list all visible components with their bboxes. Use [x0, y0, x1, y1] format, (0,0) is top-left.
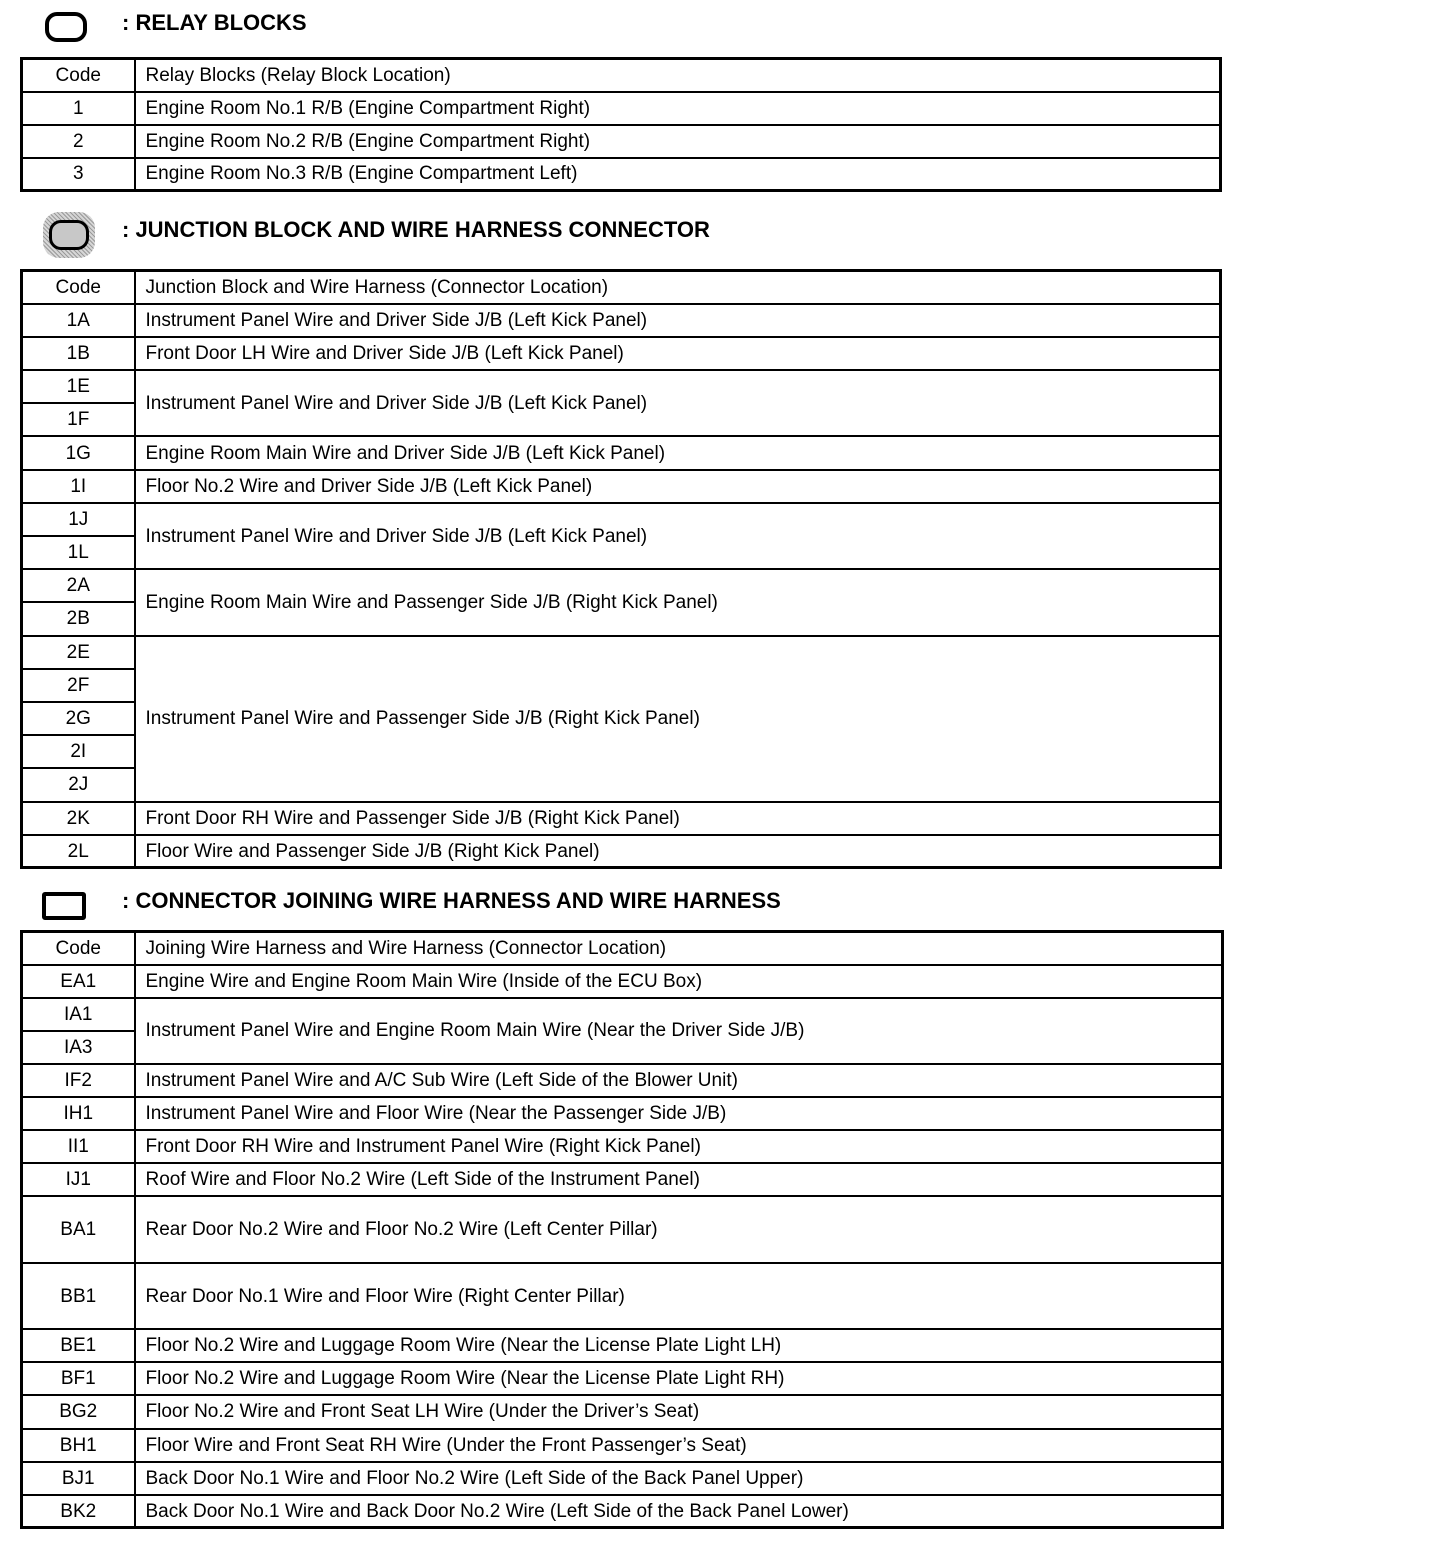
description-cell: Engine Room Main Wire and Driver Side J/B (Left Kick Panel)	[135, 436, 1221, 469]
code-cell: BK2	[22, 1495, 135, 1528]
description-cell: Instrument Panel Wire and Driver Side J/B (Left Kick Panel)	[135, 503, 1221, 569]
code-cell: 2K	[22, 802, 135, 835]
table-row	[22, 965, 1223, 998]
table-row	[22, 1395, 1223, 1428]
table-row	[22, 337, 1221, 370]
table-row	[22, 503, 1221, 536]
description-cell: Roof Wire and Floor No.2 Wire (Left Side of the Instrument Panel)	[135, 1163, 1223, 1196]
code-cell: 1L	[22, 536, 135, 569]
code-cell: 2G	[22, 702, 135, 735]
description-cell: Back Door No.1 Wire and Back Door No.2 Wire (Left Side of the Back Panel Lower)	[135, 1495, 1223, 1528]
description-cell: Rear Door No.1 Wire and Floor Wire (Right Center Pillar)	[135, 1263, 1223, 1330]
code-cell: 1I	[22, 470, 135, 503]
code-cell: 3	[22, 158, 135, 191]
description-cell: Instrument Panel Wire and Floor Wire (Near the Passenger Side J/B)	[135, 1097, 1223, 1130]
description-cell: Front Door RH Wire and Passenger Side J/B (Right Kick Panel)	[135, 802, 1221, 835]
code-cell: 1	[22, 92, 135, 125]
description-cell: Floor No.2 Wire and Front Seat LH Wire (Under the Driver’s Seat)	[135, 1395, 1223, 1428]
code-cell: IA1	[22, 998, 135, 1031]
table-row	[22, 470, 1221, 503]
section-title: : CONNECTOR JOINING WIRE HARNESS AND WIRE HARNESS	[122, 888, 781, 913]
code-cell: IF2	[22, 1064, 135, 1097]
description-cell: Engine Room No.1 R/B (Engine Compartment Right)	[135, 92, 1221, 125]
table-row	[22, 802, 1221, 835]
code-cell: IJ1	[22, 1163, 135, 1196]
table-row	[22, 998, 1223, 1031]
description-cell: Instrument Panel Wire and Driver Side J/B (Left Kick Panel)	[135, 370, 1221, 436]
table-row	[22, 835, 1221, 868]
table-row	[22, 636, 1221, 669]
code-cell: 2I	[22, 735, 135, 768]
table-row	[22, 1196, 1223, 1263]
description-cell: Floor No.2 Wire and Luggage Room Wire (Near the License Plate Light LH)	[135, 1329, 1223, 1362]
description-cell: Floor No.2 Wire and Luggage Room Wire (Near the License Plate Light RH)	[135, 1362, 1223, 1395]
description-cell: Instrument Panel Wire and A/C Sub Wire (Left Side of the Blower Unit)	[135, 1064, 1223, 1097]
table-row	[22, 1329, 1223, 1362]
code-cell: 1B	[22, 337, 135, 370]
table-row	[22, 125, 1221, 158]
column-header-description: Junction Block and Wire Harness (Connector Location)	[135, 271, 1221, 304]
code-cell: BB1	[22, 1263, 135, 1330]
code-cell: BH1	[22, 1429, 135, 1462]
description-cell: Front Door RH Wire and Instrument Panel Wire (Right Kick Panel)	[135, 1130, 1223, 1163]
table-row	[22, 1462, 1223, 1495]
table-row	[22, 1362, 1223, 1395]
code-cell: BJ1	[22, 1462, 135, 1495]
code-cell: 2L	[22, 835, 135, 868]
table-row	[22, 1429, 1223, 1462]
code-cell: 1J	[22, 503, 135, 536]
description-cell: Instrument Panel Wire and Engine Room Main Wire (Near the Driver Side J/B)	[135, 998, 1223, 1064]
junction-block-table	[20, 269, 1222, 869]
relay-blocks-table	[20, 57, 1222, 192]
code-cell: 2A	[22, 569, 135, 602]
description-cell: Engine Room Main Wire and Passenger Side J/B (Right Kick Panel)	[135, 569, 1221, 635]
code-cell: BG2	[22, 1395, 135, 1428]
code-cell: BF1	[22, 1362, 135, 1395]
table-row	[22, 1495, 1223, 1528]
column-header-code: Code	[22, 932, 135, 965]
column-header-code: Code	[22, 59, 135, 92]
description-cell: Engine Room No.2 R/B (Engine Compartment Right)	[135, 125, 1221, 158]
description-cell: Floor No.2 Wire and Driver Side J/B (Left Kick Panel)	[135, 470, 1221, 503]
description-cell: Instrument Panel Wire and Passenger Side J/B (Right Kick Panel)	[135, 636, 1221, 802]
code-cell: 2E	[22, 636, 135, 669]
code-cell: BA1	[22, 1196, 135, 1263]
code-cell: 2B	[22, 602, 135, 635]
table-header-row	[22, 932, 1223, 965]
description-cell: Front Door LH Wire and Driver Side J/B (Left Kick Panel)	[135, 337, 1221, 370]
table-row	[22, 158, 1221, 191]
code-cell: 2J	[22, 768, 135, 801]
table-row	[22, 1163, 1223, 1196]
code-cell: 2F	[22, 669, 135, 702]
table-row	[22, 1263, 1223, 1330]
table-row	[22, 1064, 1223, 1097]
connector-joining-table	[20, 930, 1224, 1529]
code-cell: IA3	[22, 1031, 135, 1064]
table-row	[22, 436, 1221, 469]
table-row	[22, 569, 1221, 602]
table-row	[22, 1097, 1223, 1130]
description-cell: Floor Wire and Passenger Side J/B (Right Kick Panel)	[135, 835, 1221, 868]
code-cell: 1A	[22, 304, 135, 337]
section-title: : RELAY BLOCKS	[122, 10, 307, 35]
code-cell: EA1	[22, 965, 135, 998]
description-cell: Engine Wire and Engine Room Main Wire (Inside of the ECU Box)	[135, 965, 1223, 998]
code-cell: II1	[22, 1130, 135, 1163]
column-header-description: Joining Wire Harness and Wire Harness (Connector Location)	[135, 932, 1223, 965]
code-cell: 1F	[22, 403, 135, 436]
table-header-row	[22, 271, 1221, 304]
table-row	[22, 370, 1221, 403]
table-row	[22, 1130, 1223, 1163]
column-header-code: Code	[22, 271, 135, 304]
code-cell: IH1	[22, 1097, 135, 1130]
code-cell: 2	[22, 125, 135, 158]
rectangle-icon	[42, 892, 86, 920]
rounded-rectangle-inner-icon	[49, 220, 89, 250]
table-row	[22, 92, 1221, 125]
description-cell: Rear Door No.2 Wire and Floor No.2 Wire (Left Center Pillar)	[135, 1196, 1223, 1263]
description-cell: Instrument Panel Wire and Driver Side J/B (Left Kick Panel)	[135, 304, 1221, 337]
description-cell: Engine Room No.3 R/B (Engine Compartment Left)	[135, 158, 1221, 191]
description-cell: Back Door No.1 Wire and Floor No.2 Wire (Left Side of the Back Panel Upper)	[135, 1462, 1223, 1495]
table-row	[22, 304, 1221, 337]
code-cell: 1E	[22, 370, 135, 403]
table-header-row	[22, 59, 1221, 92]
section-title: : JUNCTION BLOCK AND WIRE HARNESS CONNECTOR	[122, 217, 710, 242]
description-cell: Floor Wire and Front Seat RH Wire (Under the Front Passenger’s Seat)	[135, 1429, 1223, 1462]
column-header-description: Relay Blocks (Relay Block Location)	[135, 59, 1221, 92]
code-cell: BE1	[22, 1329, 135, 1362]
rounded-rectangle-icon	[45, 12, 87, 42]
code-cell: 1G	[22, 436, 135, 469]
